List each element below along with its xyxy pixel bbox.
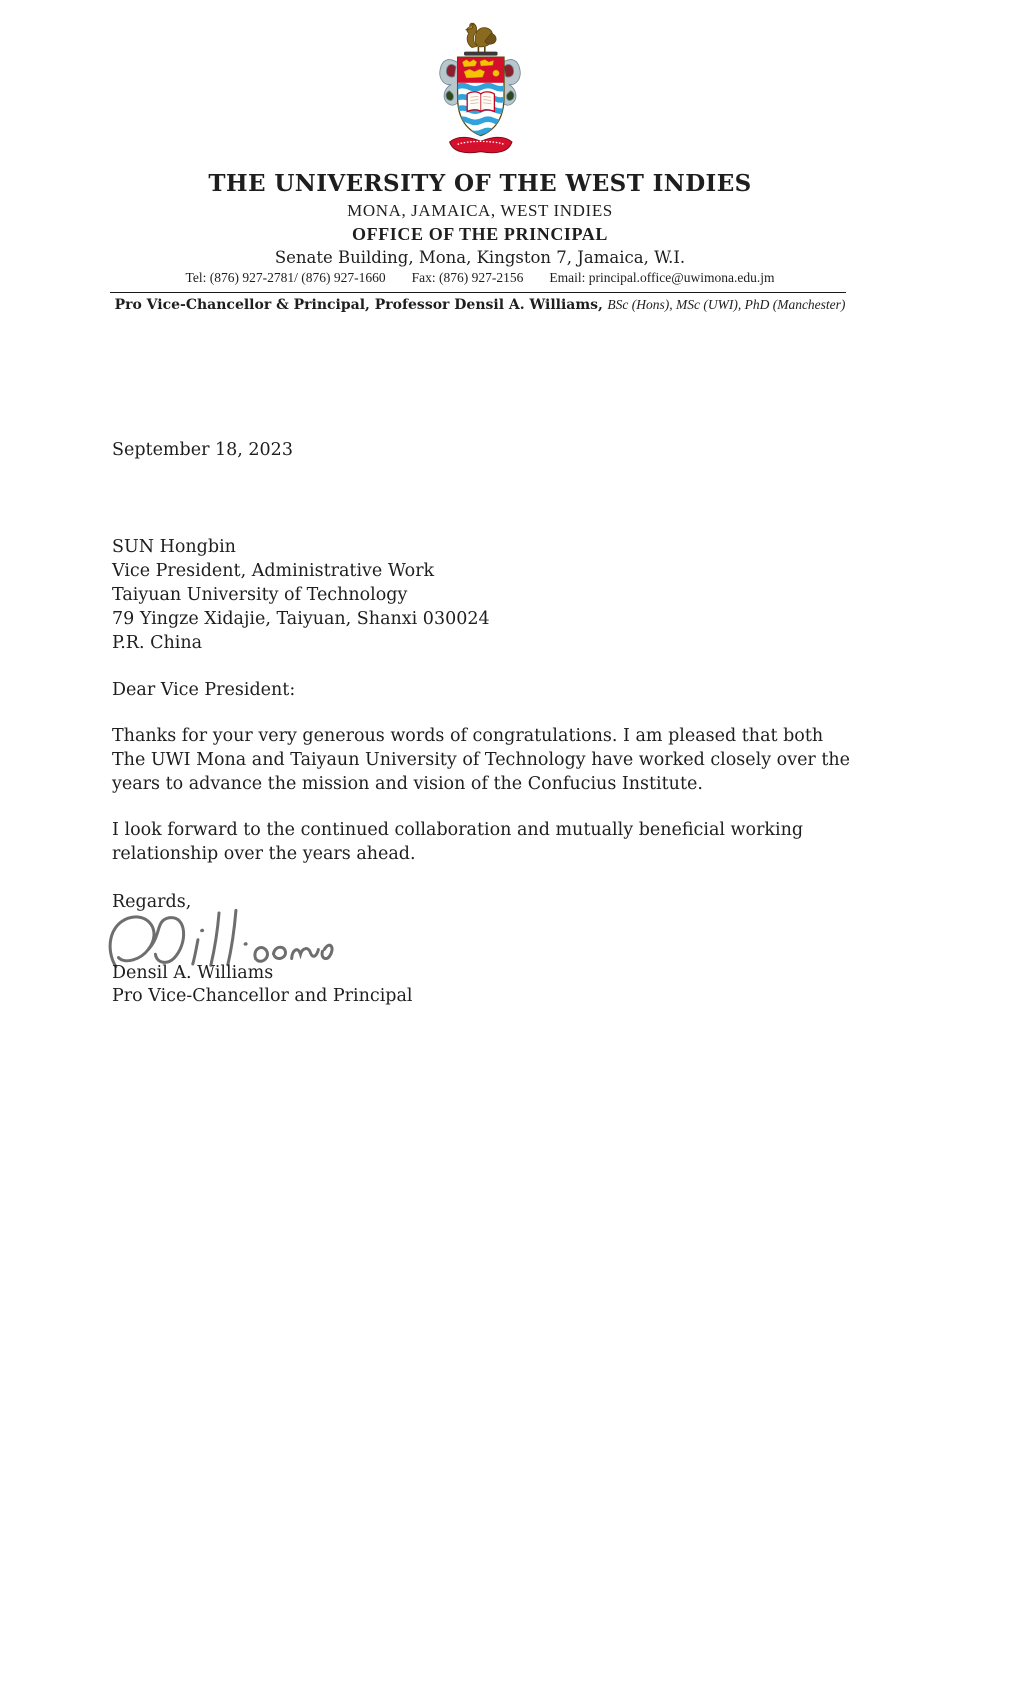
motto-ribbon bbox=[450, 137, 512, 152]
address-line: Senate Building, Mona, Kingston 7, Jamaica, W.I. bbox=[274, 248, 686, 267]
signer-title: Pro Vice-Chancellor and Principal bbox=[112, 986, 413, 1006]
uwi-coat-of-arms-icon bbox=[430, 14, 530, 166]
shield bbox=[456, 57, 507, 136]
recipient-street: 79 Yingze Xidajie, Taiyuan, Shanxi 030024 bbox=[112, 609, 490, 629]
university-name: THE UNIVERSITY OF THE WEST INDIES bbox=[208, 170, 752, 197]
office-line: OFFICE OF THE PRINCIPAL bbox=[352, 224, 608, 244]
letter-date: September 18, 2023 bbox=[112, 440, 293, 460]
signer-name: Densil A. Williams bbox=[112, 963, 274, 983]
email-label: Email: principal.office@uwimona.edu.jm bbox=[549, 270, 775, 285]
salutation: Dear Vice President: bbox=[112, 680, 296, 700]
recipient-address-block bbox=[112, 535, 490, 655]
open-book bbox=[467, 92, 494, 112]
principal-credentials-line bbox=[95, 297, 865, 313]
principal-qualifications: BSc (Hons), MSc (UWI), PhD (Manchester) bbox=[607, 297, 846, 312]
campus-line: MONA, JAMAICA, WEST INDIES bbox=[347, 201, 613, 220]
recipient-country: P.R. China bbox=[112, 633, 203, 653]
fax-label: Fax: (876) 927-2156 bbox=[411, 270, 524, 285]
body-paragraph-2: I look forward to the continued collaboration and mutually beneficial working relationship over the years ahead. bbox=[112, 820, 804, 864]
closing: Regards, bbox=[112, 892, 192, 912]
torse bbox=[464, 52, 498, 56]
tel-label: Tel: (876) 927-2781/ (876) 927-1660 bbox=[185, 270, 386, 285]
contact-line bbox=[95, 270, 865, 286]
body-paragraph-1: Thanks for your very generous words of congratulations. I am pleased that both The UWI Mona and Taiyaun University of Technology have worked closely over the years to advance the mission and vision of the Confucius Institute. bbox=[112, 726, 851, 794]
letterhead-divider bbox=[110, 292, 846, 293]
pelican bbox=[466, 23, 496, 52]
principal-name: Pro Vice-Chancellor & Principal, Professor Densil A. Williams, bbox=[114, 297, 603, 313]
letterhead bbox=[95, 0, 865, 286]
recipient-organization: Taiyuan University of Technology bbox=[112, 585, 408, 605]
recipient-title: Vice President, Administrative Work bbox=[112, 561, 435, 581]
recipient-name: SUN Hongbin bbox=[112, 537, 236, 557]
